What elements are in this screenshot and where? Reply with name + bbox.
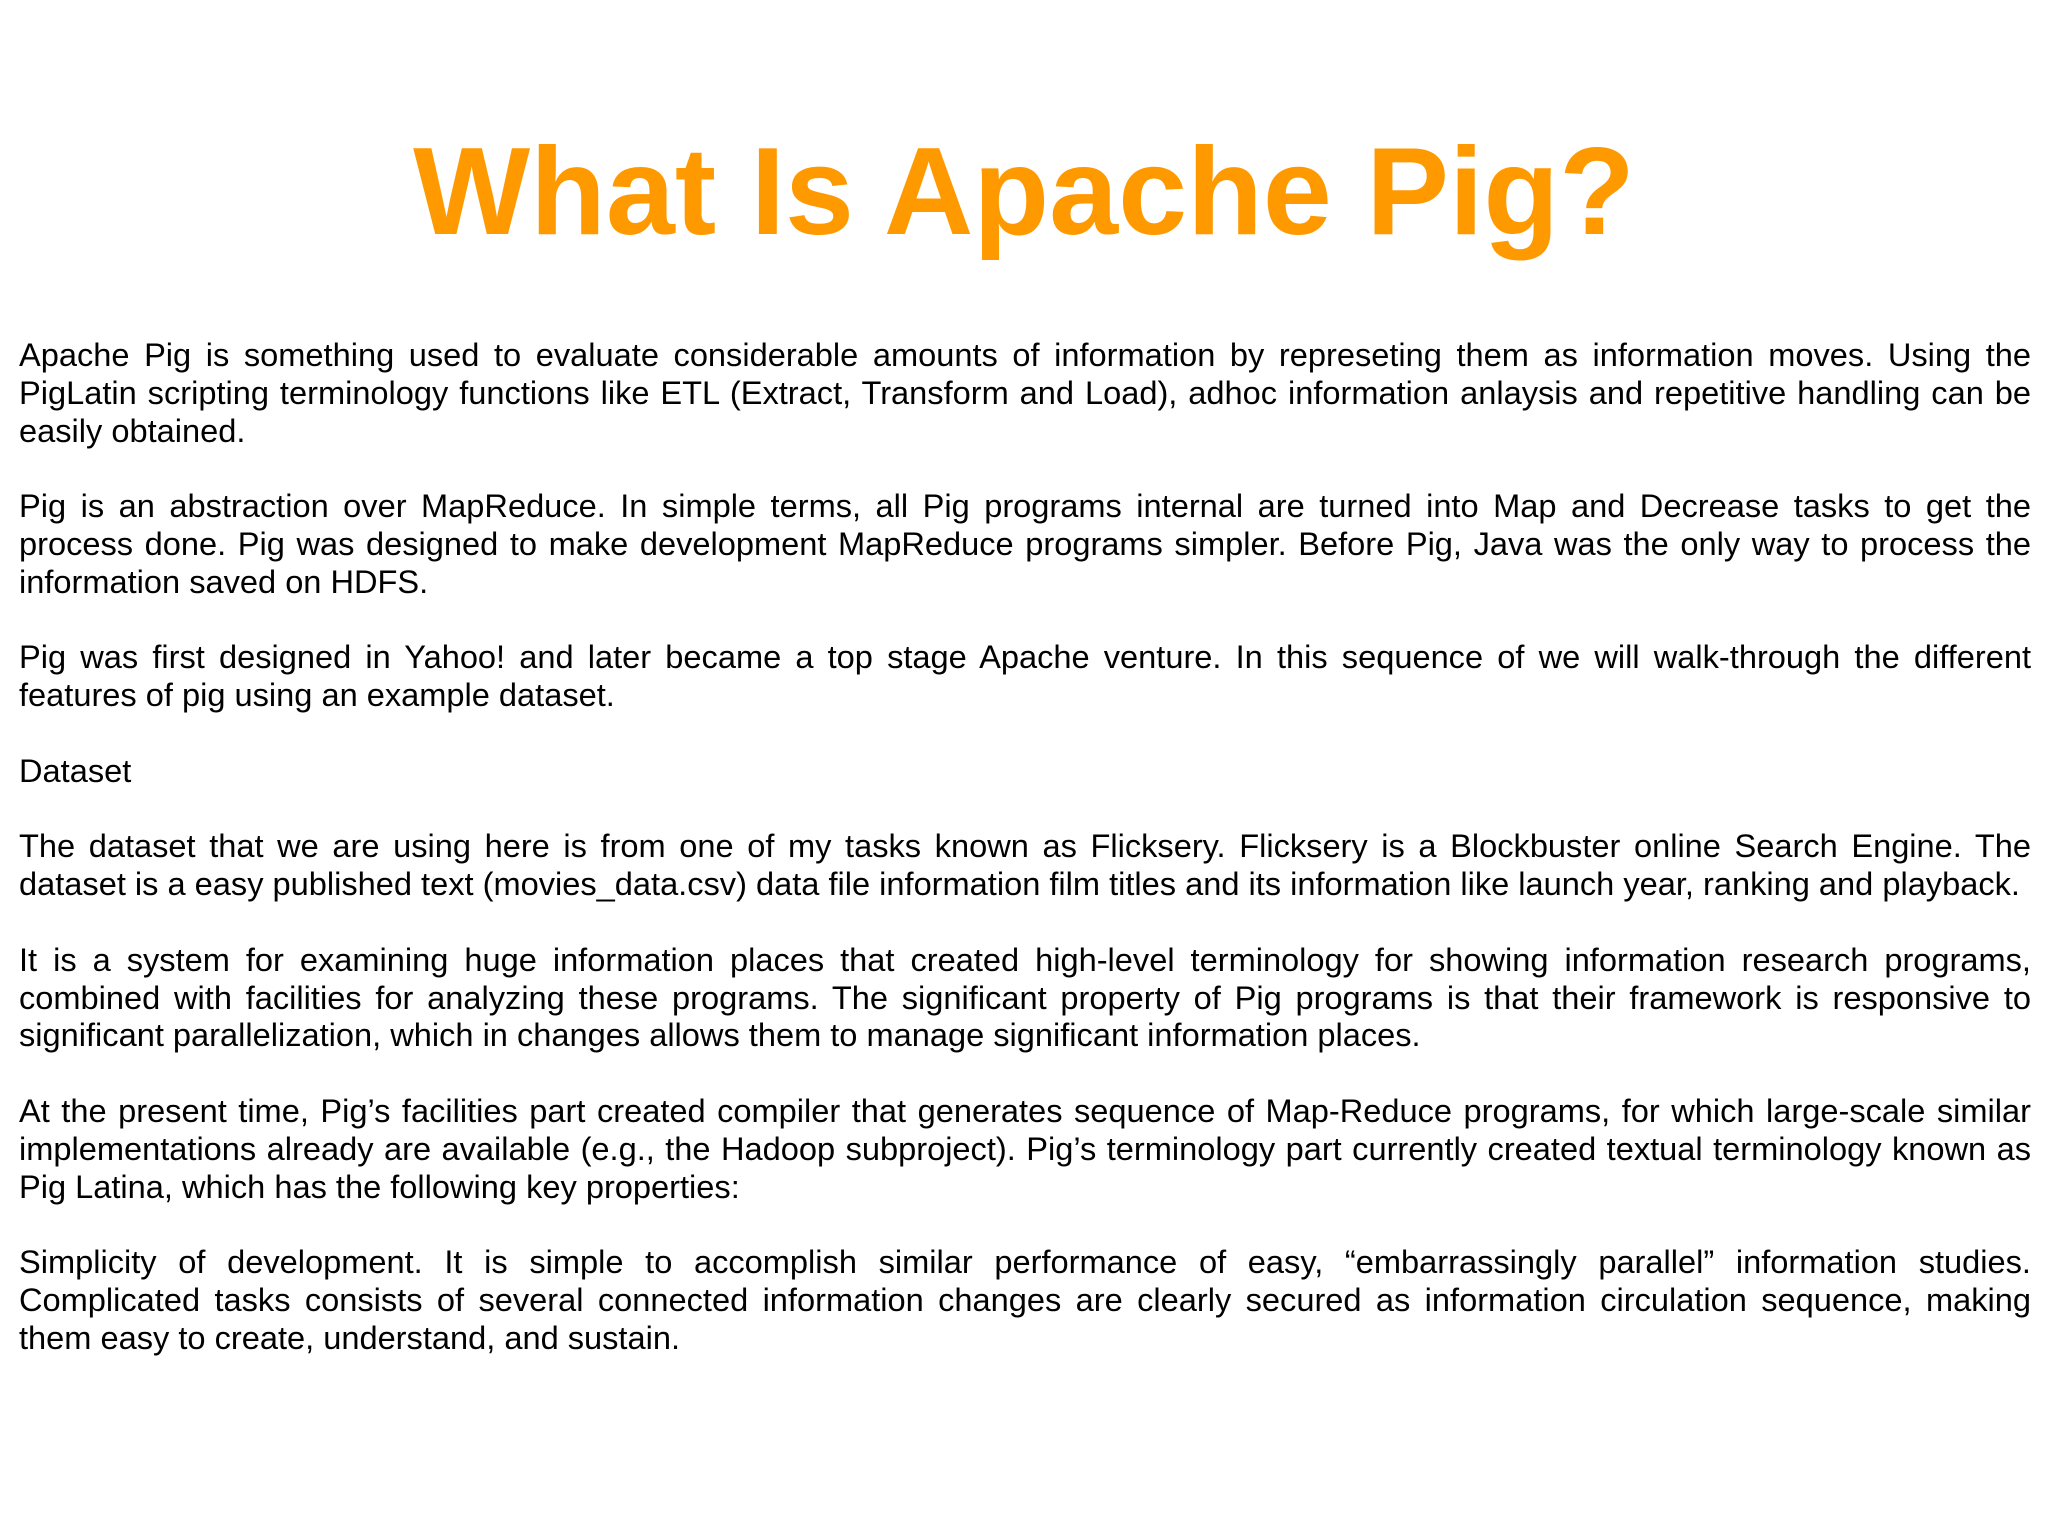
paragraph-compiler: At the present time, Pig’s facilities part created compiler that generates sequence of Map-Reduce programs, for which large-scale similar implementations already are available (e.g., the Hadoop subproject). Pig’s terminology part currently created textual terminology known as Pig Latina, which has the following key properties: — [19, 1091, 2031, 1205]
paragraph-dataset: The dataset that we are using here is from one of my tasks known as Flicksery. Flicksery is a Blockbuster online Search Engine. The dataset is a easy published text (movies_data.csv) data file information film titles and its information like launch year, ranking and playback. — [19, 827, 2031, 903]
slide-body — [19, 336, 2031, 1394]
paragraph-intro: Apache Pig is something used to evaluate considerable amounts of information by represeting them as information moves. Using the PigLatin scripting terminology functions like ETL (Extract, Transform and Load), adhoc information anlaysis and repetitive handling can be easily obtained. — [19, 336, 2031, 449]
paragraph-dataset-heading: Dataset — [19, 751, 132, 789]
paragraph-simplicity: Simplicity of development. It is simple to accomplish similar performance of easy, “embarrassingly parallel” information studies. Complicated tasks consists of several connected information changes are clearly secured as information circulation sequence, making them easy to create, understand, and sustain. — [19, 1243, 2031, 1356]
paragraph-history: Pig was first designed in Yahoo! and later became a top stage Apache venture. In this sequence of we will walk-through the different features of pig using an example dataset. — [19, 638, 2031, 714]
paragraph-system: It is a system for examining huge information places that created high-level terminology for showing information research programs, combined with facilities for analyzing these programs. The significant property of Pig programs is that their framework is responsive to significant parallelization, which in changes allows them to manage significant information places. — [19, 940, 2031, 1054]
slide-title: What Is Apache Pig? — [413, 123, 1635, 261]
paragraph-abstraction: Pig is an abstraction over MapReduce. In simple terms, all Pig programs internal are turned into Map and Decrease tasks to get the process done. Pig was designed to make development MapReduce programs simpler. Before Pig, Java was the only way to process the information saved on HDFS. — [19, 487, 2031, 600]
